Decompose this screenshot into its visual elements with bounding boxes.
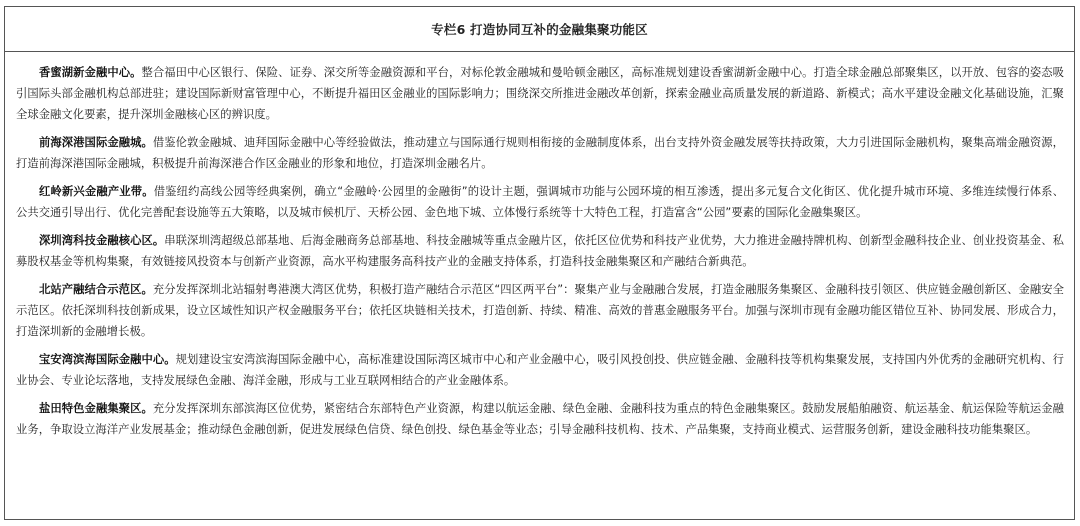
- section-baoanwan: [16, 349, 1064, 391]
- section-body: 充分发挥深圳东部滨海区位优势，紧密结合东部特色产业资源，构建以航运金融、绿色金融、金融科技为重点的特色金融集聚区。鼓励发展船舶融资、航运基金、航运保险等航运金融业务，争取设立海洋产业发展基金；推动绿色金融创新，促进发展绿色信贷、绿色创投、绿色基金等业态；引导金融科技机构、技术、产品集聚，支持商业模式、运营服务创新，建设金融科技功能集聚区。: [16, 402, 1064, 436]
- section-heading: 北站产融结合示范区。: [39, 283, 153, 296]
- section-body: 充分发挥深圳北站辐射粤港澳大湾区优势，积极打造产融结合示范区“四区两平台”：聚集产业与金融融合发展，打造金融服务集聚区、金融科技引领区、供应链金融创新区、金融安全示范区。依托深圳科技创新成果，设立区域性知识产权金融服务平台；依托区块链相关技术，打造创新、持续、精准、高效的普惠金融服务平台。加强与深圳市现有金融功能区错位互补、协同发展、形成合力，打造深圳新的金融增长极。: [16, 283, 1064, 338]
- section-body: 串联深圳湾超级总部基地、后海金融商务总部基地、科技金融城等重点金融片区，依托区位优势和科技产业优势，大力推进金融持牌机构、创新型金融科技企业、创业投资基金、私募股权基金等机构集聚，有效链接风投资本与创新产业资源，高水平构建服务高科技产业的金融支持体系，打造科技金融集聚区和产融结合新典范。: [16, 234, 1064, 268]
- section-heading: 香蜜湖新金融中心。: [39, 66, 142, 79]
- section-body: 规划建设宝安湾滨海国际金融中心，高标准建设国际湾区城市中心和产业金融中心，吸引风投创投、供应链金融、金融科技等机构集聚发展，支持国内外优秀的金融研究机构、行业协会、专业论坛落地，支持发展绿色金融、海洋金融，形成与工业互联网相结合的产业金融体系。: [16, 353, 1064, 387]
- section-heading: 红岭新兴金融产业带。: [39, 185, 154, 198]
- section-heading: 深圳湾科技金融核心区。: [39, 234, 165, 247]
- feature-box: [4, 6, 1075, 520]
- box-content: [5, 52, 1074, 440]
- box-title: 专栏6 打造协同互补的金融集聚功能区: [5, 7, 1074, 52]
- section-xiangmihu: [16, 62, 1064, 125]
- section-body: 借鉴纽约高线公园等经典案例，确立“金融岭·公园里的金融街”的设计主题，强调城市功能与公园环境的相互渗透，提出多元复合文化街区、优化提升城市环境、多维连续慢行体系、公共交通引导出行、优化完善配套设施等五大策略，以及城市候机厅、天桥公园、金色地下城、立体慢行系统等十大特色工程，打造富含“公园”要素的国际化金融集聚区。: [16, 185, 1064, 219]
- section-body: 借鉴伦敦金融城、迪拜国际金融中心等经验做法，推动建立与国际通行规则相衔接的金融制度体系，出台支持外资金融发展等扶持政策，大力引进国际金融机构，聚集高端金融资源，打造前海深港国际金融城，积极提升前海深港合作区金融业的形象和地位，打造深圳金融名片。: [16, 136, 1064, 170]
- section-heading: 宝安湾滨海国际金融中心。: [39, 353, 176, 366]
- section-hongling: [16, 181, 1064, 223]
- section-heading: 盐田特色金融集聚区。: [39, 402, 153, 415]
- section-qianhai: [16, 132, 1064, 174]
- section-heading: 前海深港国际金融城。: [39, 136, 153, 149]
- section-beizhan: [16, 279, 1064, 342]
- section-shenzhenwan: [16, 230, 1064, 272]
- section-yantian: [16, 398, 1064, 440]
- section-body: 整合福田中心区银行、保险、证券、深交所等金融资源和平台，对标伦敦金融城和曼哈顿金融区，高标准规划建设香蜜湖新金融中心。打造全球金融总部聚集区，以开放、包容的姿态吸引国际头部金融机构总部进驻；建设国际新财富管理中心，不断提升福田区金融业的国际影响力；围绕深交所推进金融改革创新，探索金融业高质量发展的新道路、新模式；高水平建设金融文化基础设施，汇聚全球金融文化要素，提升深圳金融核心区的辨识度。: [16, 66, 1065, 121]
